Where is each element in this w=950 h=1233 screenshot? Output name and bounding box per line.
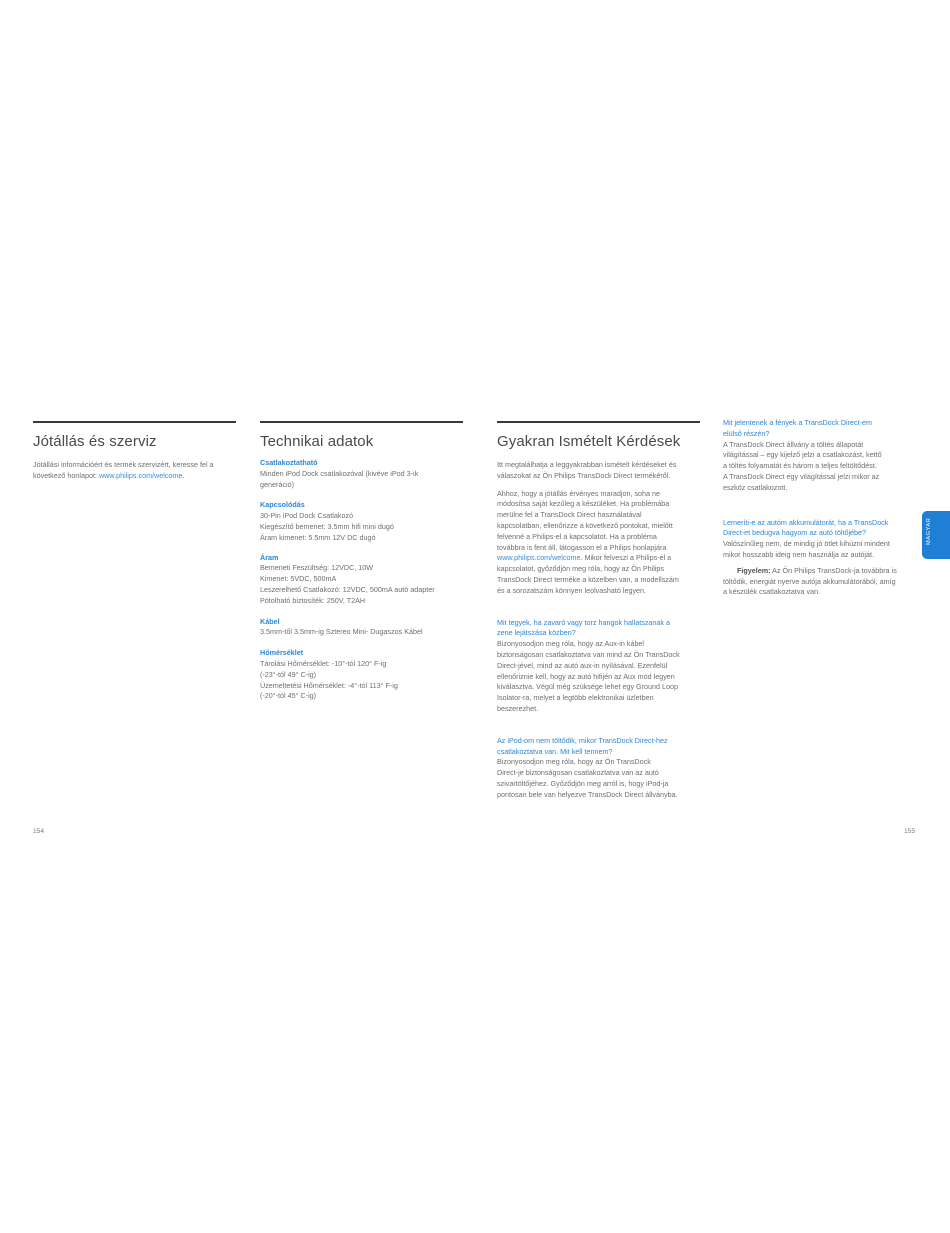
tech-line: Minden iPod Dock csatlakozóval (kivéve iPod 3-ik — [260, 468, 419, 478]
faq-line: kiválasztva. Végül még szüksége lehet egy Ground Loop — [497, 682, 678, 692]
tech-line: Kiegészítő bemenet: 3.5mm hifi mini dugó — [260, 521, 394, 531]
tech-line: Bemeneti Feszültség: 12VDC, 10W — [260, 563, 374, 573]
faq-question-line: Lemeríti-e az autóm akkumulátorát, ha a TransDock — [723, 517, 889, 527]
faq-answer — [497, 757, 700, 800]
tech-line: Pótolható biztosíték: 250V, T2AH — [260, 595, 366, 605]
tech-line: generáció) — [260, 479, 294, 489]
faq-line: kapcsolatot, győződjön meg róla, hogy az Ön Philips — [497, 564, 665, 574]
tech-line: (-20°-tól 45° C-ig) — [260, 691, 317, 701]
faq-q1 — [497, 618, 700, 715]
faq-line: ellenőriznie kell, hogy az autó hifijén az Aux mód legyen — [497, 671, 675, 681]
faq-answer — [723, 539, 918, 561]
language-tab-label: MAGYAR — [926, 517, 932, 545]
faq-q2 — [497, 736, 700, 801]
tech-line: 30-Pin iPod Dock Csatlakozó — [260, 511, 354, 521]
tech-lines — [260, 469, 463, 491]
faq-line: válaszokat az Ön Philips TransDock Direct termékéről. — [497, 470, 671, 480]
faq-line: töltődik, energiát nyerve autója akkumulátorából, amíg — [723, 576, 896, 586]
warranty-body — [33, 460, 236, 482]
faq-line: A TransDock Direct egy világítással jelzi mikor az — [723, 471, 880, 481]
faq-note — [723, 566, 918, 598]
tech-section-power — [260, 553, 463, 607]
faq-line: Itt megtalálhatja a leggyakrabban ismételt kérdéseket és — [497, 460, 677, 469]
faq-question-line: Mit jelentenek a fények a TransDock Direct-em — [723, 418, 872, 427]
faq-note-label: Figyelem: — [737, 565, 771, 575]
warranty-column — [33, 421, 236, 482]
tech-heading: Áram — [260, 552, 279, 562]
tech-lines — [260, 511, 463, 543]
faq-line: eszköz csatlakozott. — [723, 482, 788, 492]
warranty-text: Jótállási információért és termék szervizért, keresse fel a következő honlapot: — [33, 460, 214, 480]
tech-line: Tárolási Hőmérséklet: -10°-tól 120° F-ig — [260, 658, 387, 668]
faq-note-first-line — [723, 566, 918, 577]
tech-section-connection — [260, 500, 463, 543]
faq-question — [497, 618, 700, 640]
faq-note-text: Az Ön Philips TransDock-ja továbbra is — [770, 565, 897, 575]
tech-line: Üzemeltetési Hőmérséklet: -4°-tól 113° F-ig — [260, 680, 398, 690]
tech-heading: Csatlakoztatható — [260, 458, 318, 467]
tech-line: Leszerelhető Csatlakozó: 12VDC, 500mA autó adapter — [260, 584, 435, 594]
faq-continued-column — [723, 418, 918, 598]
faq-question-line: zene lejátszása közben? — [497, 628, 576, 638]
faq-line: felvenné a Philips-el a kapcsolatot. Ha a probléma — [497, 531, 657, 541]
tech-section-cable — [260, 617, 463, 639]
warranty-title: Jótállás és szerviz — [33, 433, 157, 450]
faq-line: beszerezhet. — [497, 703, 539, 713]
faq-philips-link[interactable]: www.philips.com/welcome — [497, 553, 581, 563]
faq-rule — [497, 421, 700, 423]
faq-question-line: Direct-et bedugva hagyom az autó töltőjébe? — [723, 528, 867, 538]
faq-question — [723, 418, 918, 440]
faq-question — [497, 736, 700, 758]
faq-line: Isolator-ra, melyet a legtöbb elektronikai üzletben — [497, 693, 654, 703]
faq-title: Gyakran Ismételt Kérdések — [497, 433, 681, 450]
tech-line: 3.5mm-től 3.5mm-ig Sztereo Mini- Dugaszos Kábel — [260, 627, 423, 637]
faq-line: pontosan bele van helyezve TransDock Direct állványba. — [497, 789, 678, 799]
faq-line: kapcsolatban, ellenőrizze a következő pontokat, mielőtt — [497, 520, 673, 530]
faq-line: TransDock Direct terméke a közelben van, a modellszám — [497, 574, 679, 584]
faq-line: Direct-je biztonságosan csatlakoztatva van az autó — [497, 768, 659, 778]
tech-lines — [260, 627, 463, 638]
tech-title: Technikai adatok — [260, 433, 374, 450]
faq-line: a töltés folyamatát és három a teljes feltöltődést. — [723, 461, 877, 471]
faq-q4 — [723, 518, 918, 561]
faq-line: mikor hosszabb ideig nem használja az autóját. — [723, 549, 875, 559]
faq-line: világítással – egy kijelző jelzi a csatlakozást, kettő — [723, 450, 882, 460]
faq-line: Ahhoz, hogy a jótállás érvényes maradjon, soha ne — [497, 488, 661, 498]
faq-line: a készülék csatlakoztatva van. — [723, 587, 821, 597]
tech-heading: Kábel — [260, 616, 280, 626]
tech-line: Áram kimenet: 5.5mm 12V DC dugó — [260, 532, 376, 542]
faq-question-line: Mit tegyek, ha zavaró vagy torz hangok hallatszanak a — [497, 617, 670, 627]
faq-line: Direct-jével, mind az autó aux-in nyílásával. Ezenfelül — [497, 660, 668, 670]
tech-section-temperature — [260, 648, 463, 702]
faq-line: továbbra is fent áll, látogasson el a Philips honlapjára — [497, 542, 667, 552]
faq-warranty-para — [497, 489, 700, 597]
faq-answer — [723, 440, 918, 494]
faq-link-tail: . Mikor felveszi a Philips-el a — [580, 553, 672, 563]
tech-line: Kimenet: 5VDC, 500mA — [260, 574, 337, 584]
tech-line: (-23°-tól 49° C-ig) — [260, 669, 317, 679]
warranty-end: . — [182, 470, 185, 480]
faq-line: Valószínűleg nem, de mindig jó ötlet kihúzni mindent — [723, 539, 890, 549]
warranty-rule — [33, 421, 236, 423]
faq-question-line: Az iPod-om nem töltődik, mikor TransDock Direct-hez — [497, 735, 668, 745]
faq-column — [497, 421, 700, 801]
tech-section-compatible — [260, 458, 463, 490]
faq-question-line: elülső részén? — [723, 428, 770, 438]
faq-line: merülne fel a TransDock Direct használatával — [497, 510, 642, 520]
tech-rule — [260, 421, 463, 423]
warranty-link[interactable]: www.philips.com/welcome — [98, 470, 183, 480]
tech-heading: Kapcsolódás — [260, 500, 305, 510]
faq-line: szivartöltőjéhez. Győződjön meg arról is, hogy iPod-ja — [497, 778, 669, 788]
tech-heading: Hőmérséklet — [260, 648, 304, 658]
faq-line: Bizonyosodjon meg róla, hogy az Ön TransDock — [497, 757, 651, 767]
tech-lines — [260, 659, 463, 702]
faq-line: Bizonyosodjon meg róla, hogy az Aux-in kábel — [497, 639, 645, 649]
faq-line: módosítsa saját kezűleg a készüléket. Ha problémába — [497, 499, 670, 509]
language-side-tab[interactable] — [922, 511, 950, 559]
faq-intro — [497, 460, 700, 482]
faq-question — [723, 518, 918, 540]
faq-line: és a sorozatszám könnyen leolvasható legyen. — [497, 585, 647, 595]
faq-q3 — [723, 418, 918, 494]
page-number-right: 155 — [904, 828, 916, 835]
faq-line: A TransDock Direct állvány a töltés állapotát — [723, 439, 864, 449]
tech-column — [260, 421, 463, 702]
page-number-left: 154 — [33, 828, 45, 835]
tech-lines — [260, 563, 463, 606]
faq-line: biztonságosan csatlakoztatva van mind az Ön TransDock — [497, 649, 680, 659]
faq-link-line — [497, 553, 700, 564]
faq-question-line: csatlakoztatva van. Mit kell tennem? — [497, 746, 613, 756]
faq-answer — [497, 639, 700, 715]
